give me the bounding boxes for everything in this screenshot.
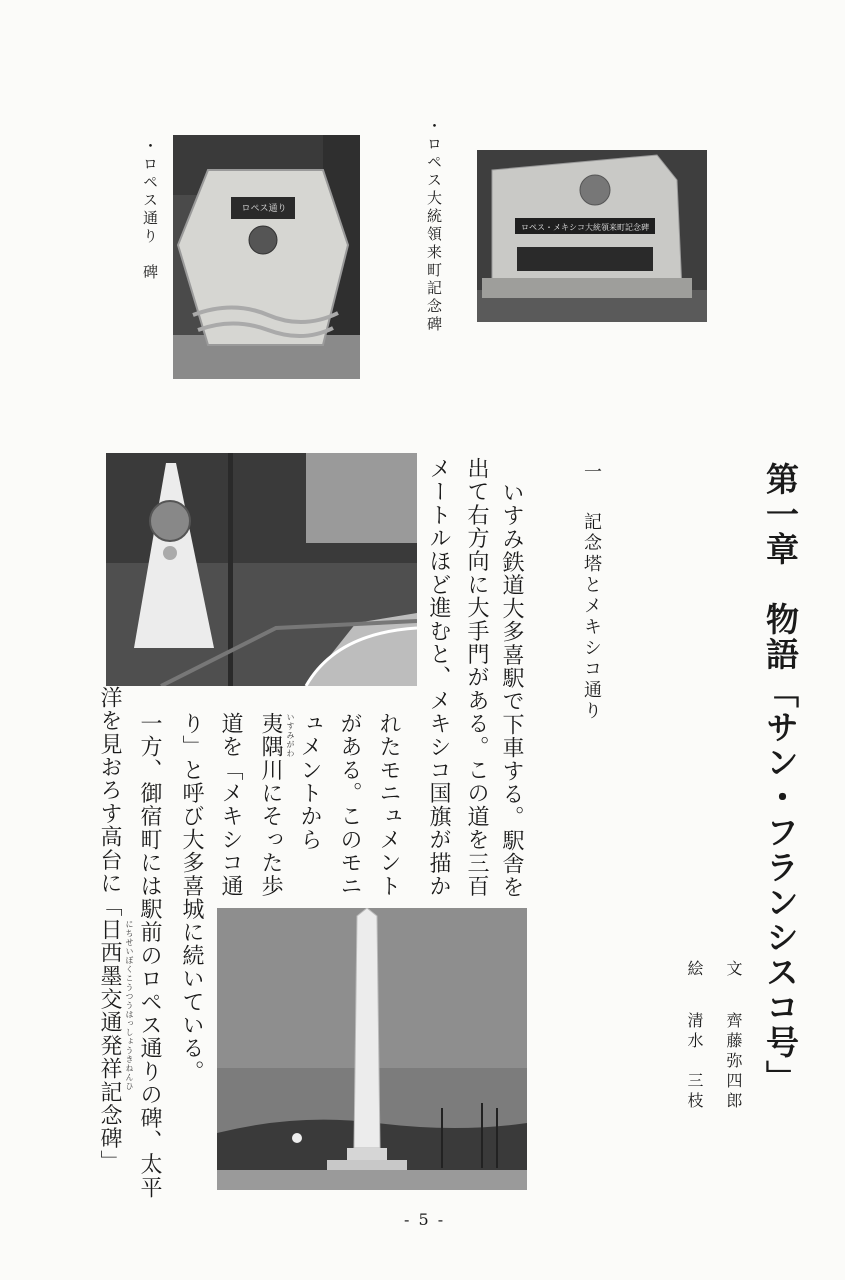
body-col-4: れたモニュメント	[376, 712, 401, 898]
section-heading: 記念塔とメキシコ通り	[581, 512, 602, 722]
photo-lopez-dori-monument	[173, 135, 360, 379]
page-number: - 5 -	[404, 1210, 446, 1229]
obelisk-image	[217, 908, 527, 1190]
plaque-text-small: ロペス通り	[241, 204, 287, 214]
plaque-text-large: ロペス・メキシコ大統領来町記念碑	[521, 223, 649, 232]
credit-art-label: 絵	[685, 960, 704, 980]
photo-obelisk	[217, 908, 527, 1190]
body-col-9: り」と呼び大多喜城に続いている。	[179, 712, 204, 1084]
credit-text-author: 齊藤弥四郎	[724, 1012, 743, 1112]
photo-mexico-dori	[106, 453, 417, 686]
body-col-8: 道を「メキシコ通	[218, 712, 243, 898]
caption-lopez-memorial: ・ロペス大統領来町記念碑	[425, 118, 443, 334]
body-col-2: 出て右方向に大手門がある。この道を三百	[464, 457, 489, 898]
body-col-1: いすみ鉄道大多喜駅で下車する。駅舎を	[499, 481, 524, 899]
body-col-7: 夷隅川にそった歩	[258, 712, 283, 898]
credit-text-label: 文	[724, 960, 743, 980]
body-col-10: 一方、御宿町には駅前のロペス通りの碑、太平	[137, 712, 162, 1200]
credit-art-author: 清水 三枝	[685, 1012, 704, 1112]
mexico-dori-image	[106, 453, 417, 686]
ruby-isumigawa: いすみがわ	[286, 713, 295, 758]
chapter-title-line1: 第一章 物語	[761, 462, 800, 672]
ruby-nichiseiboku: にちせいぼくこうつうはっしょうきねんひ	[125, 920, 134, 1091]
section-number: 一	[581, 462, 602, 483]
photo-lopez-memorial	[477, 150, 707, 322]
body-col-5: がある。このモニ	[337, 712, 362, 898]
lopez-memorial-image	[477, 150, 707, 322]
chapter-title-line2: 「サン・フランシスコ号」	[761, 675, 800, 1095]
caption-lopez-dori: ・ロペス通り 碑	[141, 138, 159, 282]
body-col-3: メートルほど進むと、メキシコ国旗が描か	[426, 457, 451, 898]
body-col-11: 洋を見おろす高台に「日西墨交通発祥記念碑」	[97, 686, 122, 1174]
body-col-6: ュメントから	[297, 712, 322, 852]
lopez-dori-monument-image	[173, 135, 360, 379]
